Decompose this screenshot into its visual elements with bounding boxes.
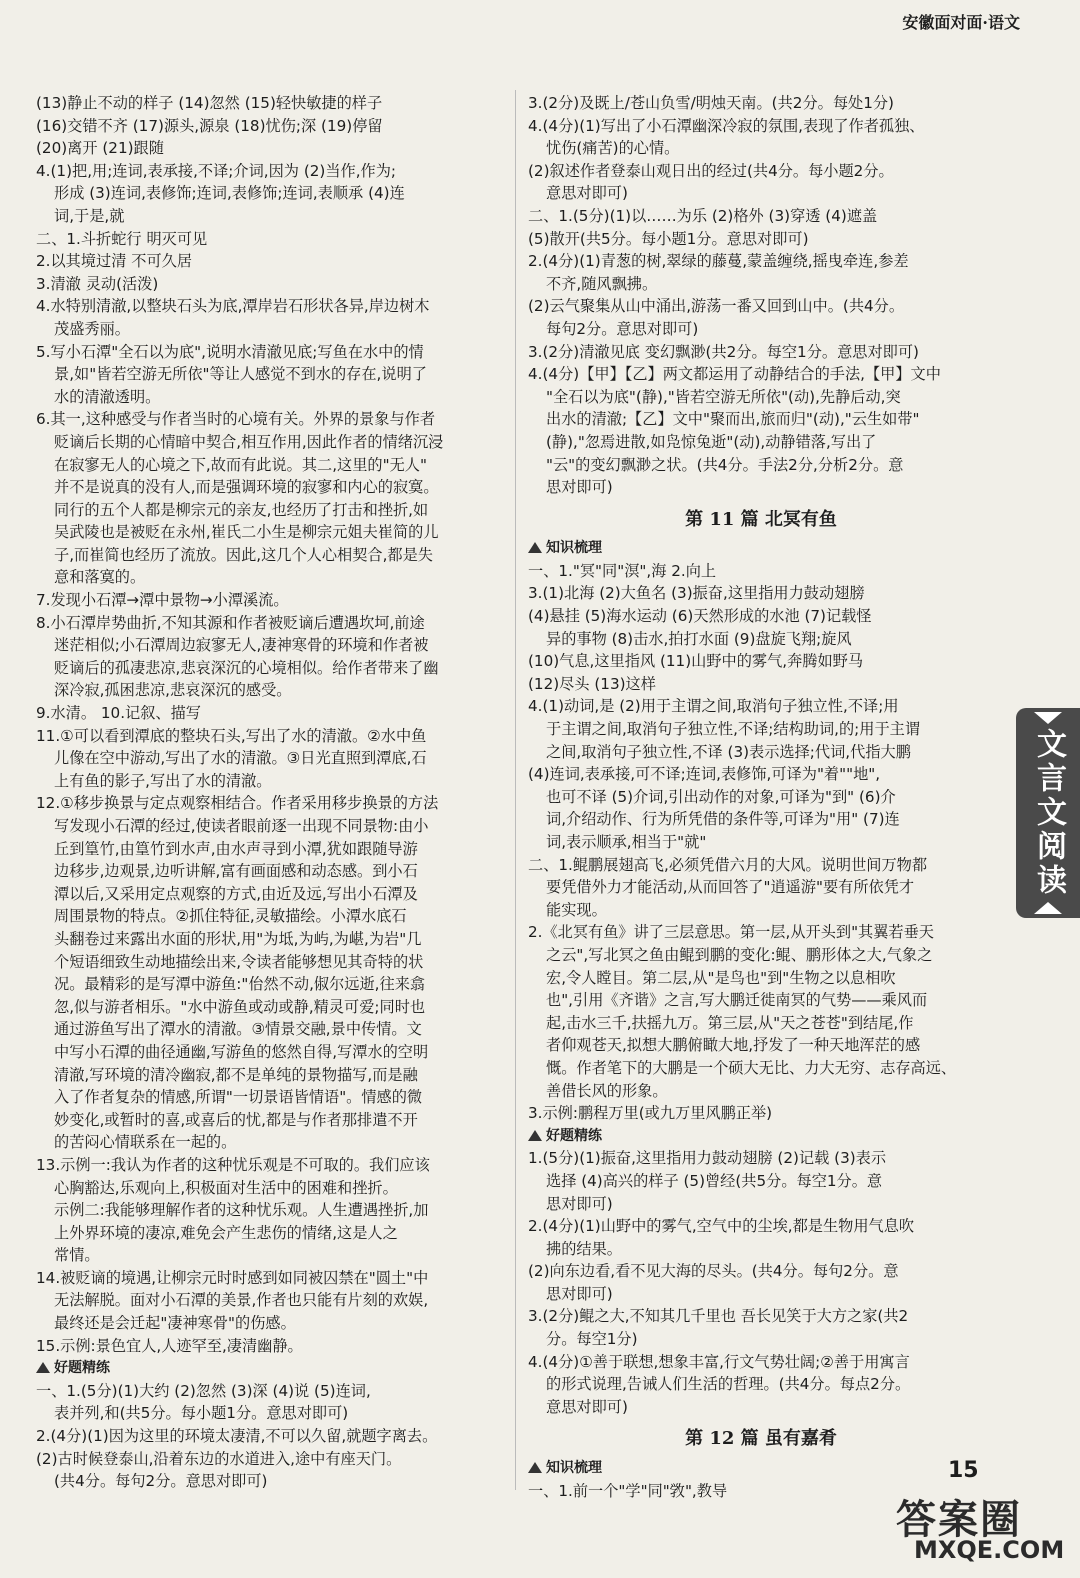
text-line: 清澈,写环境的清冷幽寂,都不是单纯的景物描写,而是融: [54, 1065, 418, 1084]
text-line: (静),"忽焉进散,如凫惊兔逝"(动),动静错落,写出了: [546, 432, 877, 451]
text-line: 常情。: [54, 1246, 100, 1265]
text-line: 3.(2分)及既上/苍山负雪/明烛天南。(共2分。每处1分): [528, 94, 894, 112]
text-line: (2)向东边看,看不见大海的尽头。(共4分。每句2分。意: [528, 1262, 899, 1281]
triangle-icon: [528, 542, 542, 553]
right-column-top: [528, 92, 994, 499]
triangle-icon: [36, 1362, 50, 1373]
text-line: 水的清澈透明。: [54, 387, 161, 406]
watermark-line1: 答案圈: [896, 1497, 1022, 1543]
right-column: [528, 92, 994, 1502]
text-line: 3.(2分)清澈见底 变幻飘渺(共2分。每空1分。意思对即可): [528, 342, 919, 361]
text-line: 词,表示顺承,相当于"就": [546, 833, 707, 851]
text-line: 好题精练: [528, 1125, 994, 1148]
text-line: (2)云气聚集从山中涌出,游荡一番又回到山中。(共4分。: [528, 297, 905, 316]
text-line: 2.(4分)(1)青葱的树,翠绿的藤蔓,蒙盖缠绕,摇曳牵连,参差: [528, 252, 909, 271]
text-line: 能实现。: [546, 900, 607, 919]
text-line: 意思对即可): [546, 184, 628, 203]
text-line: 深冷寂,孤困悲凉,悲哀深沉的感受。: [54, 681, 292, 700]
text-line: 6.其一,这种感受与作者当时的心境有关。外界的景象与作者: [36, 410, 436, 429]
text-line: 4.(1)把,用;连词,表承接,不译;介词,因为 (2)当作,作为;: [36, 161, 397, 180]
text-line: 妙变化,或暂时的喜,或喜后的忧,都是与作者那排遣不开: [54, 1110, 418, 1129]
text-line: 一、1."冥"同"溟",海 2.向上: [528, 561, 717, 580]
text-line: 思对即可): [546, 1194, 613, 1213]
text-line: 并不是说真的没有人,而是强调环境的寂寥和内心的寂寞。: [54, 478, 439, 497]
text-line: 4.(1)动词,是 (2)用于主谓之间,取消句子独立性,不译;用: [528, 697, 899, 716]
text-line: 忽,似与游者相乐。"水中游鱼或动或静,精灵可爱;同时也: [54, 997, 426, 1016]
text-line: 心胸豁达,乐观向上,积极面对生活中的困难和挫折。: [54, 1178, 398, 1197]
text-line: (4)连词,表承接,可不译;连词,表修饰,可译为"着""地",: [528, 765, 881, 784]
text-line: 个短语细致生动地描绘出来,令读者能够想见其奇特的状: [54, 952, 424, 971]
text-line: 周围景物的特点。②抓住特征,灵敏描绘。小潭水底石: [54, 907, 407, 926]
text-line: 5.写小石潭"全石以为底",说明水清澈见底;写鱼在水中的情: [36, 342, 424, 361]
text-line: 异的事物 (8)击水,拍打水面 (9)盘旋飞翔;旋风: [546, 629, 852, 648]
text-line: (共4分。每句2分。意思对即可): [54, 1472, 268, 1491]
text-line: 11.①可以看到潭底的整块石头,写出了水的清澈。②水中鱼: [36, 726, 427, 745]
text-line: 2.以其境过清 不可久居: [36, 252, 193, 271]
text-line: 迷茫相似;小石潭周边寂寥无人,凄神寒骨的环境和作者被: [54, 636, 429, 655]
text-line: 3.(1)北海 (2)大鱼名 (3)振奋,这里指用力鼓动翅膀: [528, 584, 865, 603]
text-line: 贬谪后的孤凄悲凉,悲哀深沉的心境相似。给作者带来了幽: [54, 658, 439, 677]
watermark-logo: [896, 1488, 1066, 1568]
text-line: 上外界环境的凄凉,难免会产生悲伤的情绪,这是人之: [54, 1223, 398, 1242]
text-line: 况。最精彩的是写潭中游鱼:"佁然不动,俶尔远逝,往来翕: [54, 975, 426, 994]
text-line: 一、1.前一个"学"同"敩",教导: [528, 1481, 728, 1500]
text-line: 上有鱼的影子,写出了水的清澈。: [54, 771, 272, 790]
text-line: 意和落寞的。: [54, 568, 146, 587]
text-line: 于主谓之间,取消句子独立性,不译;结构助词,的;用于主谓: [546, 720, 921, 739]
text-line: 要凭借外力才能活动,从而回答了"逍遥游"要有所依凭才: [546, 878, 915, 897]
page-header: 安徽面对面·语文: [902, 13, 1020, 32]
section-12-title: 第 12 篇 虽有嘉肴: [685, 1428, 837, 1450]
text-line: 表并列,和(共5分。每小题1分。意思对即可): [54, 1404, 349, 1423]
text-line: 边移步,边观景,边听讲解,富有画面感和动态感。到小石: [54, 862, 418, 881]
text-line: 入了作者复杂的情感,所谓"一切景语皆情语"。情感的微: [54, 1088, 423, 1107]
text-line: 丘到篁竹,由篁竹到水声,由水声寻到小潭,犹如跟随导游: [54, 839, 418, 858]
text-line: (4)悬挂 (5)海水运动 (6)天然形成的水池 (7)记载怪: [528, 607, 872, 626]
text-line: 词,介绍动作、行为所凭借的条件等,可译为"用" (7)连: [546, 810, 900, 829]
text-line: 起,击水三千,扶摇九万。第三层,从"天之苍苍"到结尾,作: [546, 1013, 914, 1032]
text-line: 示例二:我能够理解作者的这种忧乐观。人生遭遇挫折,加: [54, 1201, 429, 1220]
text-line: 之间,取消句子独立性,不译 (3)表示选择;代词,代指大鹏: [546, 742, 911, 761]
text-line: 每句2分。意思对即可): [546, 319, 699, 338]
text-line: 最终还是会迁起"凄神寒骨"的伤感。: [54, 1314, 296, 1333]
watermark-line2: MXQE.COM: [914, 1536, 1065, 1564]
text-line: 9.水清。 10.记叙、描写: [36, 704, 201, 723]
text-line: 也可不译 (5)介词,引出动作的对象,可译为"到" (6)介: [546, 787, 896, 806]
text-line: 者仰观苍天,拟想大鹏俯瞰大地,抒发了一种天地浑茫的感: [546, 1036, 921, 1055]
text-line: 拂的结果。: [546, 1239, 622, 1258]
text-line: 4.(4分)【甲】【乙】两文都运用了动静结合的手法,【甲】文中: [528, 365, 941, 384]
text-line: 吴武陵也是被贬在永州,崔氏二小生是柳宗元姐夫崔简的儿: [54, 523, 439, 542]
side-tab-label: 文言文阅读: [1031, 728, 1066, 898]
side-tab: [1016, 708, 1080, 918]
text-line: 13.示例一:我认为作者的这种忧乐观是不可取的。我们应该: [36, 1155, 430, 1174]
triangle-icon: [528, 1130, 542, 1141]
text-line: 宏,令人瞠目。第二层,从"是鸟也"到"生物之以息相吹: [546, 968, 896, 987]
text-line: 一、1.(5分)(1)大约 (2)忽然 (3)深 (4)说 (5)连词,: [36, 1381, 371, 1400]
text-line: 贬谪后长期的心情暗中契合,相互作用,因此作者的情绪沉浸: [54, 432, 444, 451]
section-11-title: 第 11 篇 北冥有鱼: [685, 508, 837, 530]
text-line: (5)散开(共5分。每小题1分。意思对即可): [528, 229, 809, 248]
text-line: 出水的清澈;【乙】文中"聚而出,旅而归"(动),"云生如带": [546, 410, 920, 429]
arrow-up-icon: [1034, 902, 1062, 914]
text-line: (2)叙述作者登泰山观日出的经过(共4分。每小题2分。: [528, 161, 894, 180]
text-line: 3.清澈 灵动(活泼): [36, 274, 159, 293]
text-line: 的形式说理,告诫人们生活的哲理。(共4分。每点2分。: [546, 1375, 911, 1394]
text-line: 4.水特别清澈,以整块石头为底,潭岸岩石形状各异,岸边树木: [36, 297, 430, 316]
text-line: 8.小石潭岸势曲折,不知其源和作者被贬谪后遭遇坎坷,前途: [36, 613, 425, 632]
text-line: (10)气息,这里指风 (11)山野中的雾气,奔腾如野马: [528, 652, 864, 671]
text-line: 的苦闷心情联系在一起的。: [54, 1133, 237, 1152]
text-line: 1.(5分)(1)振奋,这里指用力鼓动翅膀 (2)记载 (3)表示: [528, 1149, 887, 1168]
text-line: 知识梳理: [528, 537, 994, 560]
text-line: "云"的变幻飘渺之状。(共4分。手法2分,分析2分。意: [546, 455, 904, 474]
text-line: 茂盛秀丽。: [54, 319, 130, 338]
text-line: 2.《北冥有鱼》讲了三层意思。第一层,从开头到"其翼若垂天: [528, 923, 934, 942]
text-line: 慨。作者笔下的大鹏是一个硕大无比、力大无穷、志存高远、: [546, 1058, 957, 1077]
section-11-body: [528, 537, 994, 1418]
text-line: 思对即可): [546, 478, 613, 497]
text-line: 也",引用《齐谐》之言,写大鹏迁徙南冥的气势——乘风而: [546, 991, 928, 1010]
triangle-icon: [528, 1462, 542, 1473]
text-line: 在寂寥无人的心境之下,故而有此说。其二,这里的"无人": [54, 455, 427, 474]
text-line: (12)尽头 (13)这样: [528, 674, 656, 693]
text-line: (2)古时候登泰山,沿着东边的水道进入,途中有座天门。: [36, 1449, 402, 1468]
page-number: 15: [948, 1458, 979, 1483]
text-line: 分。每空1分): [546, 1330, 638, 1349]
text-line: (16)交错不齐 (17)源头,源泉 (18)忧伤;深 (19)停留: [36, 116, 383, 135]
text-line: 好题精练: [36, 1357, 518, 1380]
text-line: 景,如"皆若空游无所依"等让人感觉不到水的存在,说明了: [54, 365, 427, 384]
text-line: 不齐,随风飘拂。: [546, 274, 658, 293]
text-line: 善借长风的形象。: [546, 1081, 668, 1100]
left-column: [36, 92, 518, 1493]
text-line: 2.(4分)(1)因为这里的环境太凄清,不可以久留,就题字离去。: [36, 1427, 438, 1446]
text-line: 中写小石潭的曲径通幽,写游鱼的悠然自得,写潭水的空明: [54, 1042, 429, 1061]
text-line: (20)离开 (21)跟随: [36, 139, 164, 158]
text-line: 子,而崔简也经历了流放。因此,这几个人心相契合,都是失: [54, 545, 433, 564]
text-line: 4.(4分)(1)写出了小石潭幽深冷寂的氛围,表现了作者孤独、: [528, 116, 925, 135]
text-line: 形成 (3)连词,表修饰;连词,表修饰;连词,表顺承 (4)连: [54, 184, 405, 203]
text-line: 4.(4分)①善于联想,想象丰富,行文气势壮阔;②善于用寓言: [528, 1352, 910, 1371]
text-line: 二、1.斗折蛇行 明灭可见: [36, 229, 208, 248]
text-line: 2.(4分)(1)山野中的雾气,空气中的尘埃,都是生物用气息吹: [528, 1217, 915, 1236]
text-line: 3.示例:鹏程万里(或九万里风鹏正举): [528, 1104, 773, 1123]
text-line: 头翻卷过来露出水面的形状,用"为坻,为屿,为嵁,为岩"几: [54, 929, 422, 948]
text-line: 同行的五个人都是柳宗元的亲友,也经历了打击和挫折,如: [54, 500, 429, 519]
text-line: 14.被贬谪的境遇,让柳宗元时时感到如同被囚禁在"圆土"中: [36, 1268, 429, 1287]
text-line: 二、1.鲲鹏展翅高飞,必须凭借六月的大风。说明世间万物都: [528, 855, 928, 874]
text-line: 写发现小石潭的经过,使读者眼前逐一出现不同景物:由小: [54, 817, 429, 835]
text-line: 忧伤(痛苦)的心情。: [546, 139, 680, 158]
text-line: 3.(2分)鲲之大,不知其几千里也 吾长见笑于大方之家(共2: [528, 1307, 909, 1326]
text-line: "全石以为底"(静),"皆若空游无所依"(动),先静后动,突: [546, 387, 901, 406]
text-line: 15.示例:景色宜人,人迹罕至,凄清幽静。: [36, 1336, 303, 1355]
arrow-down-icon: [1034, 712, 1062, 724]
text-line: 12.①移步换景与定点观察相结合。作者采用移步换景的方法: [36, 794, 439, 813]
text-line: 词,于是,就: [54, 206, 125, 225]
text-line: 二、1.(5分)(1)以……为乐 (2)格外 (3)穿透 (4)遮盖: [528, 206, 878, 225]
text-line: 思对即可): [546, 1284, 613, 1303]
text-line: 无法解脱。面对小石潭的美景,作者也只能有片刻的欢娱,: [54, 1291, 429, 1310]
text-line: 通过游鱼写出了潭水的清澈。③情景交融,景中传情。文: [54, 1020, 422, 1039]
text-line: 知识梳理: [528, 1457, 994, 1480]
text-line: 7.发现小石潭→潭中景物→小潭溪流。: [36, 591, 289, 610]
text-line: 儿像在空中游动,写出了水的清澈。③日光直照到潭底,石: [54, 749, 427, 768]
text-line: 潭以后,又采用定点观察的方式,由近及远,写出小石潭及: [54, 884, 418, 903]
text-line: 之云",写北冥之鱼由鲲到鹏的变化:鲲、鹏形体之大,气象之: [546, 945, 933, 964]
text-line: 意思对即可): [546, 1397, 628, 1416]
text-line: 选择 (4)高兴的样子 (5)曾经(共5分。每空1分。意: [546, 1171, 883, 1190]
text-line: (13)静止不动的样子 (14)忽然 (15)轻快敏捷的样子: [36, 94, 383, 112]
